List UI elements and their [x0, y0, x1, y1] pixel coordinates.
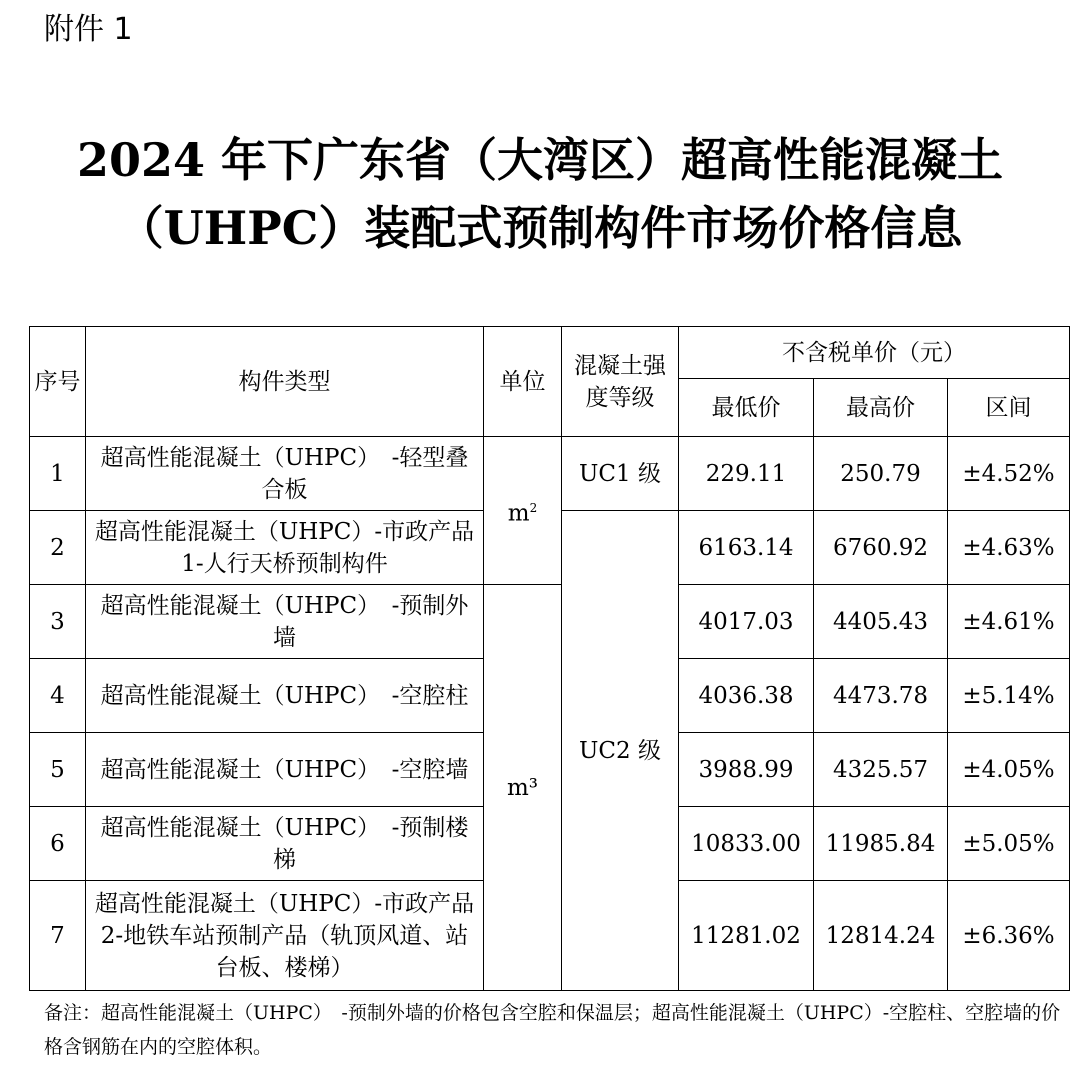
row-type: 超高性能混凝土（UHPC）-市政产品 2-地铁车站预制产品（轨顶风道、站台板、楼梯） — [86, 881, 484, 991]
row-max: 4325.57 — [814, 733, 948, 807]
header-range: 区间 — [948, 379, 1070, 437]
row-range: ±6.36% — [948, 881, 1070, 991]
header-max: 最高价 — [814, 379, 948, 437]
row-max: 12814.24 — [814, 881, 948, 991]
unit-m3: m³ — [484, 585, 562, 991]
row-min: 3988.99 — [679, 733, 814, 807]
header-unit: 单位 — [484, 327, 562, 437]
row-range: ±5.05% — [948, 807, 1070, 881]
row-seq: 7 — [30, 881, 86, 991]
table-row — [30, 437, 1070, 511]
row-min: 4017.03 — [679, 585, 814, 659]
header-grade: 混凝土强度等级 — [562, 327, 679, 437]
row-seq: 3 — [30, 585, 86, 659]
grade-uc2: UC2 级 — [562, 511, 679, 991]
row-range: ±4.05% — [948, 733, 1070, 807]
row-min: 229.11 — [679, 437, 814, 511]
row-seq: 6 — [30, 807, 86, 881]
row-max: 4473.78 — [814, 659, 948, 733]
row-range: ±4.52% — [948, 437, 1070, 511]
row-type: 超高性能混凝土（UHPC）-市政产品 1-人行天桥预制构件 — [86, 511, 484, 585]
row-type: 超高性能混凝土（UHPC） -空腔柱 — [86, 659, 484, 733]
row-seq: 2 — [30, 511, 86, 585]
document-title-line-1: 2024 年下广东省（大湾区）超高性能混凝土 — [76, 133, 1004, 187]
price-table — [29, 326, 1070, 991]
row-max: 11985.84 — [814, 807, 948, 881]
row-max: 250.79 — [814, 437, 948, 511]
row-seq: 4 — [30, 659, 86, 733]
document-title-line-2: （UHPC）装配式预制构件市场价格信息 — [117, 201, 963, 255]
row-type: 超高性能混凝土（UHPC） -预制楼梯 — [86, 807, 484, 881]
row-max: 4405.43 — [814, 585, 948, 659]
row-type: 超高性能混凝土（UHPC） -轻型叠合板 — [86, 437, 484, 511]
grade-uc1: UC1 级 — [562, 437, 679, 511]
attachment-label: 附件 1 — [44, 12, 133, 47]
row-min: 10833.00 — [679, 807, 814, 881]
row-range: ±5.14% — [948, 659, 1070, 733]
row-range: ±4.63% — [948, 511, 1070, 585]
footnote: 备注：超高性能混凝土（UHPC） -预制外墙的价格包含空腔和保温层；超高性能混凝土（UHPC）-空腔柱、空腔墙的价格含钢筋在内的空腔体积。 — [44, 1002, 1061, 1058]
table-row — [30, 585, 1070, 659]
row-min: 11281.02 — [679, 881, 814, 991]
row-range: ±4.61% — [948, 585, 1070, 659]
header-price-group: 不含税单价（元） — [679, 327, 1070, 379]
header-type: 构件类型 — [86, 327, 484, 437]
header-min: 最低价 — [679, 379, 814, 437]
row-max: 6760.92 — [814, 511, 948, 585]
row-type: 超高性能混凝土（UHPC） -空腔墙 — [86, 733, 484, 807]
unit-m2: $m^2$ — [484, 437, 562, 585]
row-seq: 1 — [30, 437, 86, 511]
row-min: 4036.38 — [679, 659, 814, 733]
row-min: 6163.14 — [679, 511, 814, 585]
row-seq: 5 — [30, 733, 86, 807]
row-type: 超高性能混凝土（UHPC） -预制外墙 — [86, 585, 484, 659]
header-seq: 序号 — [30, 327, 86, 437]
